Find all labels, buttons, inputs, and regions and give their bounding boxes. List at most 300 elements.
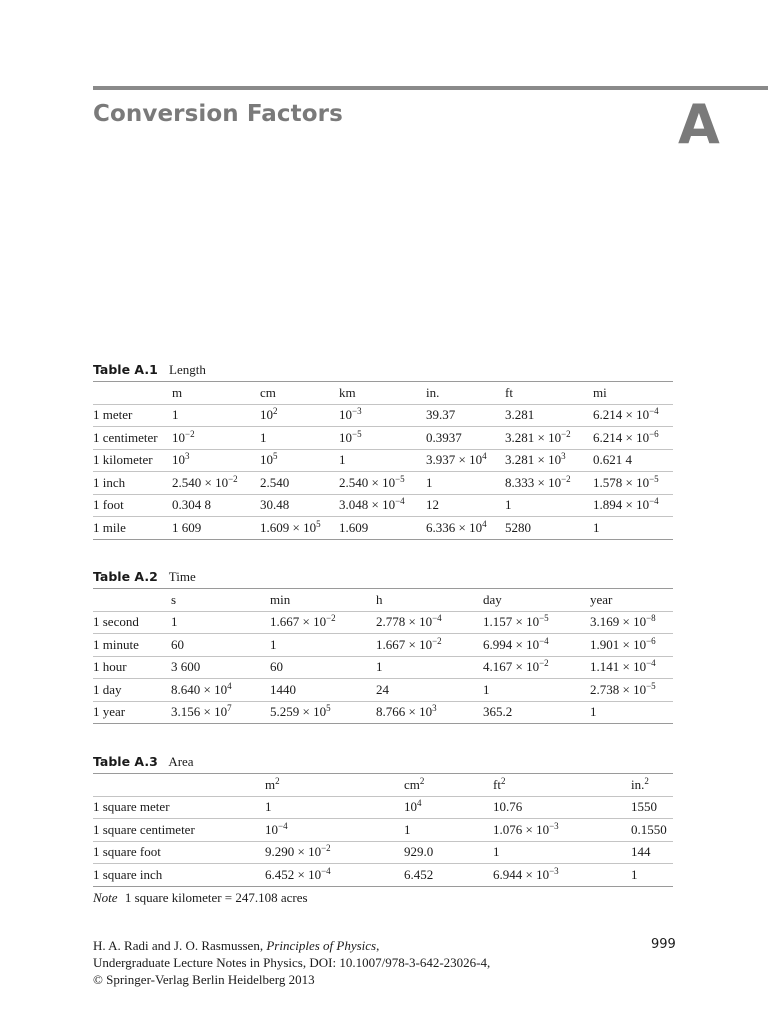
table-cell (593, 472, 673, 495)
row-label (93, 427, 172, 450)
column-header: h (376, 591, 383, 607)
table-cell (493, 864, 631, 887)
exponent: −2 (561, 473, 571, 484)
cell-text: 1.076 × 10 (493, 821, 550, 837)
table-cell (270, 679, 376, 702)
table-cell (593, 404, 673, 427)
citation-line-3: © Springer-Verlag Berlin Heidelberg 2013 (93, 972, 315, 987)
cell-text: 1.609 (339, 519, 369, 535)
table-cell (260, 404, 339, 427)
cell-text: 6.336 × 10 (426, 519, 483, 535)
table-cell (172, 472, 260, 495)
cell-text: 3.937 × 10 (426, 452, 483, 468)
table-row (93, 679, 673, 702)
cell-text: 1 (483, 681, 490, 697)
cell-text: 1 609 (172, 519, 202, 535)
row-label (93, 634, 171, 657)
table-row (93, 517, 673, 540)
exponent: −4 (646, 658, 656, 669)
table-cell (593, 449, 673, 472)
cell-text: 12 (426, 497, 439, 513)
table-body (93, 796, 673, 886)
table-cell (339, 517, 426, 540)
row-label (93, 796, 265, 819)
table-cell (426, 427, 505, 450)
exponent: −2 (185, 428, 195, 439)
table-cell (590, 611, 673, 634)
exponent: 3 (561, 451, 566, 462)
row-label (93, 611, 171, 634)
cell-text: 1 square centimeter (93, 821, 195, 837)
exponent: −2 (228, 473, 238, 484)
exponent: −5 (395, 473, 405, 484)
table-area (93, 751, 673, 906)
exponent: −4 (649, 406, 659, 417)
table-cell (260, 517, 339, 540)
table-cell (426, 404, 505, 427)
cell-text: 10 (404, 799, 417, 815)
table-cell (505, 517, 593, 540)
table-head (93, 589, 673, 612)
cell-text: 1550 (631, 799, 657, 815)
table-cell (426, 472, 505, 495)
row-label (93, 841, 265, 864)
cell-text: 6.994 × 10 (483, 636, 540, 652)
table-cell (505, 449, 593, 472)
exponent: −4 (321, 865, 331, 876)
table-body (93, 611, 673, 724)
note-text: 1 square kilometer = 247.108 acres (124, 889, 308, 905)
cell-text: 0.304 8 (172, 497, 211, 513)
table-row (93, 701, 673, 724)
column-header (93, 589, 171, 612)
cell-text: 6.944 × 10 (493, 866, 550, 882)
table-cell (265, 796, 404, 819)
table-cell (265, 841, 404, 864)
cell-text: 1 (270, 636, 277, 652)
cell-text: 2.540 (260, 474, 290, 490)
header-row (93, 774, 673, 797)
cell-text: 9.290 × 10 (265, 844, 322, 860)
cell-text: 60 (171, 636, 184, 652)
exponent: −6 (649, 428, 659, 439)
cell-text: 3.169 × 10 (590, 614, 647, 630)
exponent: −2 (326, 613, 336, 624)
table-cell (631, 864, 673, 887)
cell-text: 8.333 × 10 (505, 474, 562, 490)
table-cell (593, 494, 673, 517)
cell-text: 1 square inch (93, 866, 163, 882)
chapter-title: Conversion Factors (93, 101, 343, 127)
cell-text: 6.452 (404, 866, 434, 882)
exponent: −5 (539, 613, 549, 624)
exponent: 7 (227, 703, 232, 714)
table-cell (483, 656, 590, 679)
table-cell (172, 517, 260, 540)
exponent: −3 (549, 820, 559, 831)
table-cell (483, 634, 590, 657)
table-cell (270, 701, 376, 724)
column-header: km (339, 384, 356, 400)
table-cell (270, 611, 376, 634)
cell-text: 3.156 × 10 (171, 704, 228, 720)
cell-text: 1 (171, 614, 178, 630)
cell-text: 5280 (505, 519, 531, 535)
cell-text: 1 (172, 407, 179, 423)
table-caption (93, 359, 673, 381)
cell-text: 1 inch (93, 474, 126, 490)
table-cell (339, 449, 426, 472)
column-header (493, 774, 631, 797)
exponent: −6 (646, 635, 656, 646)
table-cell (505, 404, 593, 427)
table-cell (376, 611, 483, 634)
chapter-top-rule (93, 86, 768, 90)
table-caption (93, 566, 673, 588)
cell-text: 1.578 × 10 (593, 474, 650, 490)
exponent: −2 (539, 658, 549, 669)
cell-text: 365.2 (483, 704, 513, 720)
cell-text: 60 (270, 659, 283, 675)
exponent: 3 (185, 451, 190, 462)
table-cell (631, 796, 673, 819)
exponent: −2 (432, 635, 442, 646)
cell-text: 1 square meter (93, 799, 170, 815)
row-label (93, 656, 171, 679)
cell-text: 1.141 × 10 (590, 659, 647, 675)
cell-text: 1 (404, 821, 411, 837)
table-note (93, 890, 673, 906)
exponent: 4 (417, 798, 422, 809)
table-cell (483, 611, 590, 634)
chapter-letter: A (678, 93, 720, 156)
cell-text: 1 (339, 452, 346, 468)
table-title: Area (168, 754, 194, 769)
cell-text: 1.157 × 10 (483, 614, 540, 630)
exponent: −2 (321, 843, 331, 854)
table-cell (260, 449, 339, 472)
table-cell (483, 701, 590, 724)
exponent: −4 (395, 496, 405, 507)
table-cell (493, 819, 631, 842)
cell-text: 144 (631, 844, 651, 860)
table-cell (590, 679, 673, 702)
table-head (93, 382, 673, 405)
table-cell (493, 796, 631, 819)
cell-text: 10.76 (493, 799, 523, 815)
cell-text: 2.540 × 10 (172, 474, 229, 490)
cell-text: 1.667 × 10 (376, 636, 433, 652)
table-label: Table A.1 (93, 362, 158, 377)
cell-text: 24 (376, 681, 389, 697)
table-title: Length (169, 362, 206, 377)
cell-text: m (265, 776, 276, 792)
table-cell (631, 819, 673, 842)
exponent: 5 (326, 703, 331, 714)
table-cell (171, 634, 270, 657)
cell-text: 1 mile (93, 519, 126, 535)
cell-text: 0.3937 (426, 429, 462, 445)
exponent: −3 (549, 865, 559, 876)
table-cell (631, 841, 673, 864)
table-row (93, 404, 673, 427)
table-cell (171, 611, 270, 634)
note-label: Note (93, 889, 118, 905)
table-label: Table A.3 (93, 754, 158, 769)
table-row (93, 472, 673, 495)
cell-text: 929.0 (404, 844, 434, 860)
cell-text: 10 (172, 452, 185, 468)
exponent: −4 (539, 635, 549, 646)
table-row (93, 611, 673, 634)
cell-text: 1 (590, 704, 597, 720)
citation-line-2: Undergraduate Lecture Notes in Physics, DOI: 10.1007/978-3-642-23026-4, (93, 955, 491, 970)
table-cell (171, 656, 270, 679)
table-head (93, 774, 673, 797)
cell-text: 1.667 × 10 (270, 614, 327, 630)
exponent: −4 (649, 496, 659, 507)
table-cell (260, 472, 339, 495)
column-header: s (171, 591, 177, 607)
cell-text: 6.214 × 10 (593, 407, 650, 423)
table-row (93, 819, 673, 842)
cell-text: 10 (339, 407, 352, 423)
table-row (93, 864, 673, 887)
cell-text: 10 (260, 407, 273, 423)
cell-text: 1 (426, 474, 433, 490)
table-row (93, 494, 673, 517)
conversion-table (93, 588, 673, 724)
table-cell (590, 656, 673, 679)
cell-text: 6.452 × 10 (265, 866, 322, 882)
table-row (93, 796, 673, 819)
table-cell (404, 841, 493, 864)
row-label (93, 494, 172, 517)
cell-text: 30.48 (260, 497, 290, 513)
table-cell (260, 427, 339, 450)
table-cell (404, 864, 493, 887)
row-label (93, 864, 265, 887)
cell-text: 1 year (93, 704, 126, 720)
row-label (93, 819, 265, 842)
cell-text: 3.048 × 10 (339, 497, 396, 513)
exponent: −2 (561, 428, 571, 439)
exponent: 2 (500, 775, 506, 786)
table-cell (493, 841, 631, 864)
column-header (265, 774, 404, 797)
exponent: 2 (273, 406, 278, 417)
table-cell (505, 427, 593, 450)
table-cell (265, 864, 404, 887)
exponent: 5 (316, 518, 321, 529)
column-header: ft (505, 384, 513, 400)
cell-text: 1 second (93, 614, 139, 630)
table-cell (339, 472, 426, 495)
column-header: m (172, 384, 183, 400)
citation-punct: , (376, 938, 380, 953)
cell-text: 1 centimeter (93, 429, 158, 445)
table-cell (339, 427, 426, 450)
row-label (93, 449, 172, 472)
cell-text: 1 (505, 497, 512, 513)
exponent: 4 (482, 518, 487, 529)
cell-text: 0.1550 (631, 821, 667, 837)
cell-text: 39.37 (426, 407, 456, 423)
table-cell (590, 701, 673, 724)
exponent: −4 (432, 613, 442, 624)
cell-text: 0.621 4 (593, 452, 632, 468)
citation-authors: H. A. Radi and J. O. Rasmussen, (93, 938, 264, 953)
table-cell (339, 404, 426, 427)
exponent: 3 (432, 703, 437, 714)
table-length (93, 359, 673, 540)
table-cell (172, 427, 260, 450)
cell-text: 1 minute (93, 636, 139, 652)
table-cell (426, 494, 505, 517)
cell-text: 8.766 × 10 (376, 704, 433, 720)
cell-text: 3.281 × 10 (505, 452, 562, 468)
cell-text: 5.259 × 10 (270, 704, 327, 720)
exponent: 2 (419, 775, 425, 786)
exponent: −3 (352, 406, 362, 417)
table-title: Time (168, 569, 196, 584)
table-cell (171, 701, 270, 724)
table-cell (426, 449, 505, 472)
table-cell (172, 404, 260, 427)
cell-text: 1 (493, 844, 500, 860)
exponent: −5 (649, 473, 659, 484)
cell-text: 1 day (93, 681, 122, 697)
exponent: 4 (482, 451, 487, 462)
table-cell (376, 701, 483, 724)
page-number: 999 (651, 937, 676, 952)
table-cell (376, 634, 483, 657)
table-row (93, 449, 673, 472)
cell-text: 1 (260, 429, 267, 445)
row-label (93, 679, 171, 702)
table-cell (376, 679, 483, 702)
table-caption (93, 751, 673, 773)
column-header (93, 774, 265, 797)
table-cell (505, 472, 593, 495)
cell-text: 1 foot (93, 497, 124, 513)
cell-text: 1 (376, 659, 383, 675)
cell-text: 2.540 × 10 (339, 474, 396, 490)
row-label (93, 701, 171, 724)
table-row (93, 427, 673, 450)
table-body (93, 404, 673, 539)
cell-text: 1.609 × 10 (260, 519, 317, 535)
table-cell (505, 494, 593, 517)
table-label: Table A.2 (93, 569, 158, 584)
table-cell (404, 796, 493, 819)
table-cell (260, 494, 339, 517)
cell-text: 1 (265, 799, 272, 815)
table-cell (590, 634, 673, 657)
cell-text: 10 (265, 821, 278, 837)
column-header: in. (426, 384, 440, 400)
column-header: cm (260, 384, 276, 400)
cell-text: 4.167 × 10 (483, 659, 540, 675)
table-time (93, 566, 673, 724)
exponent: −5 (646, 680, 656, 691)
table-row (93, 841, 673, 864)
row-label (93, 404, 172, 427)
cell-text: 1.894 × 10 (593, 497, 650, 513)
header-row (93, 589, 673, 612)
table-cell (265, 819, 404, 842)
column-header (404, 774, 493, 797)
column-header: mi (593, 384, 607, 400)
table-row (93, 634, 673, 657)
cell-text: 6.214 × 10 (593, 429, 650, 445)
cell-text: cm (404, 776, 420, 792)
table-cell (172, 494, 260, 517)
cell-text: 1 square foot (93, 844, 161, 860)
exponent: 4 (227, 680, 232, 691)
citation-footer (93, 937, 673, 988)
cell-text: 10 (339, 429, 352, 445)
table-cell (270, 634, 376, 657)
row-label (93, 472, 172, 495)
table-cell (593, 427, 673, 450)
cell-text: 1 meter (93, 407, 133, 423)
cell-text: 3 600 (171, 659, 201, 675)
cell-text: 2.738 × 10 (590, 681, 647, 697)
cell-text: 1440 (270, 681, 296, 697)
table-cell (593, 517, 673, 540)
column-header: year (590, 591, 613, 607)
citation-line-1 (93, 937, 673, 954)
cell-text: in. (631, 776, 645, 792)
cell-text: 2.778 × 10 (376, 614, 433, 630)
exponent: −8 (646, 613, 656, 624)
cell-text: 1 (631, 866, 638, 882)
table-cell (404, 819, 493, 842)
column-header: day (483, 591, 502, 607)
row-label (93, 517, 172, 540)
cell-text: 1 hour (93, 659, 127, 675)
exponent: −4 (278, 820, 288, 831)
exponent: −5 (352, 428, 362, 439)
cell-text: 10 (172, 429, 185, 445)
table-cell (172, 449, 260, 472)
exponent: 2 (644, 775, 649, 786)
conversion-table (93, 773, 673, 887)
table-cell (270, 656, 376, 679)
column-header (631, 774, 673, 797)
column-header (93, 382, 172, 405)
table-row (93, 656, 673, 679)
exponent: 5 (273, 451, 278, 462)
column-header: min (270, 591, 291, 607)
table-cell (483, 679, 590, 702)
cell-text: 3.281 (505, 407, 535, 423)
cell-text: 1 (593, 519, 600, 535)
exponent: 2 (275, 775, 280, 786)
table-cell (171, 679, 270, 702)
cell-text: 1.901 × 10 (590, 636, 647, 652)
cell-text: 3.281 × 10 (505, 429, 562, 445)
table-cell (339, 494, 426, 517)
conversion-table (93, 381, 673, 540)
cell-text: ft (493, 776, 501, 792)
cell-text: 10 (260, 452, 273, 468)
cell-text: 1 kilometer (93, 452, 153, 468)
table-cell (376, 656, 483, 679)
citation-book-title: Principles of Physics (266, 938, 377, 953)
table-cell (426, 517, 505, 540)
